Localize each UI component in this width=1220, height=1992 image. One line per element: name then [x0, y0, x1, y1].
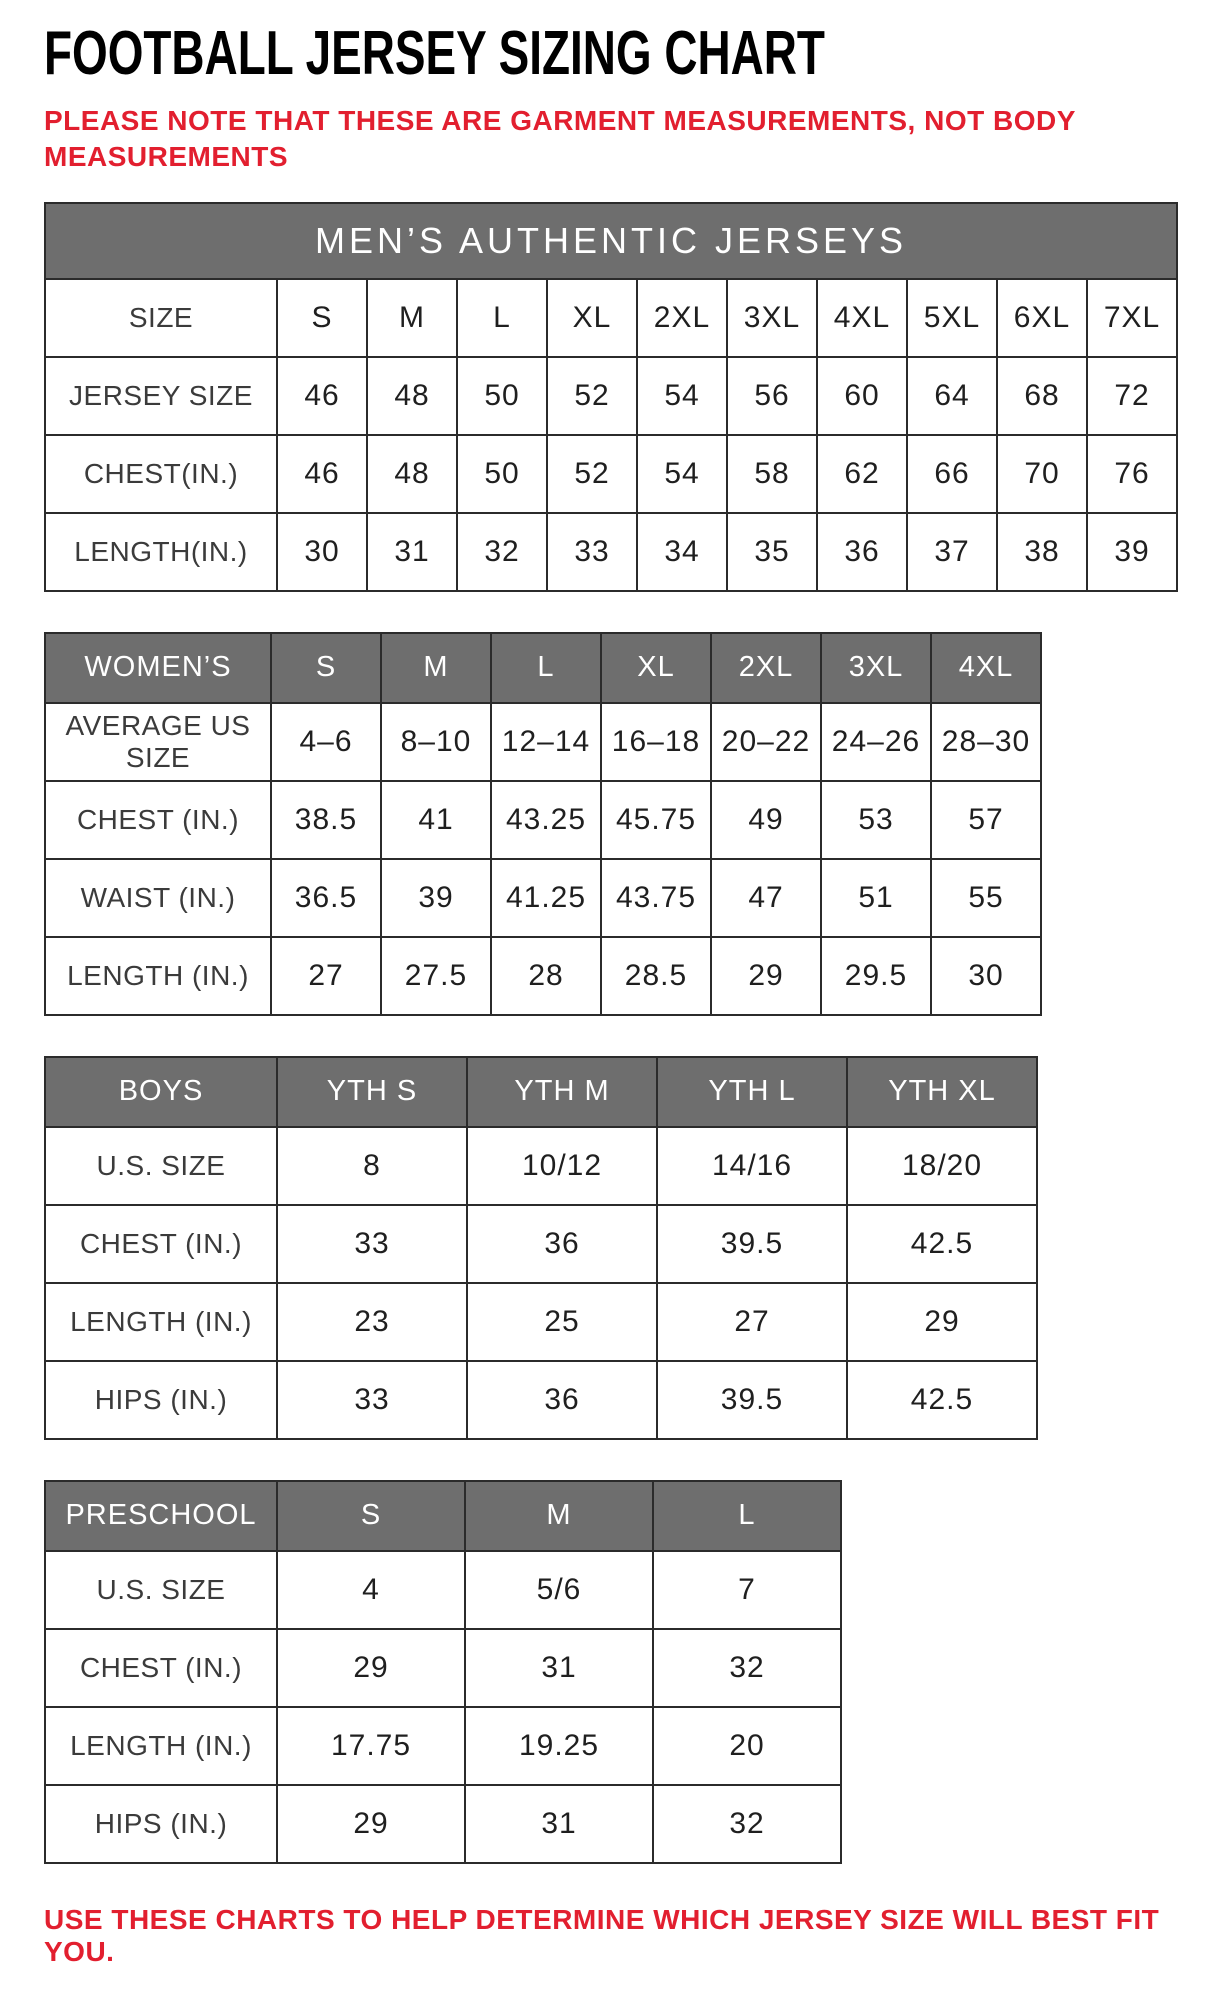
column-header: YTH XL [847, 1057, 1037, 1127]
table-cell: 43.25 [491, 781, 601, 859]
table-cell: 48 [367, 357, 457, 435]
table-cell: 41.25 [491, 859, 601, 937]
table-cell: 46 [277, 357, 367, 435]
table-cell: 7 [653, 1551, 841, 1629]
preschool-header-label: PRESCHOOL [45, 1481, 277, 1551]
table-cell: 33 [277, 1361, 467, 1439]
table-cell: 35 [727, 513, 817, 591]
table-cell: 30 [931, 937, 1041, 1015]
table-cell: 29.5 [821, 937, 931, 1015]
table-cell: 19.25 [465, 1707, 653, 1785]
table-cell: 32 [653, 1785, 841, 1863]
table-header-row [45, 1057, 1037, 1127]
table-cell: 50 [457, 435, 547, 513]
row-label: LENGTH (IN.) [45, 1707, 277, 1785]
table-cell: 28–30 [931, 703, 1041, 781]
table-cell: 64 [907, 357, 997, 435]
row-label: SIZE [45, 279, 277, 357]
table-cell: 18/20 [847, 1127, 1037, 1205]
table-cell: 52 [547, 357, 637, 435]
column-header: YTH S [277, 1057, 467, 1127]
table-row [45, 703, 1041, 781]
table-cell: 57 [931, 781, 1041, 859]
table-cell: 39 [381, 859, 491, 937]
womens-header-label: WOMEN’S [45, 633, 271, 703]
table-cell: 8 [277, 1127, 467, 1205]
table-cell: 20–22 [711, 703, 821, 781]
table-cell: 43.75 [601, 859, 711, 937]
row-label: LENGTH (IN.) [45, 937, 271, 1015]
table-cell: 66 [907, 435, 997, 513]
table-cell: 46 [277, 435, 367, 513]
column-header: M [381, 633, 491, 703]
table-cell: 39.5 [657, 1205, 847, 1283]
table-cell: 36 [817, 513, 907, 591]
table-cell: 29 [277, 1785, 465, 1863]
table-cell: 27 [271, 937, 381, 1015]
fit-advice-note: USE THESE CHARTS TO HELP DETERMINE WHICH JERSEY SIZE WILL BEST FIT YOU. [44, 1903, 1160, 1967]
table-cell: 31 [465, 1785, 653, 1863]
row-label: CHEST (IN.) [45, 781, 271, 859]
table-cell: 70 [997, 435, 1087, 513]
table-cell: 36 [467, 1205, 657, 1283]
table-cell: 51 [821, 859, 931, 937]
table-row [45, 937, 1041, 1015]
table-row [45, 1283, 1037, 1361]
table-cell: 7XL [1087, 279, 1177, 357]
table-cell: 4–6 [271, 703, 381, 781]
table-row [45, 1127, 1037, 1205]
table-cell: 54 [637, 435, 727, 513]
page-title: FOOTBALL JERSEY SIZING CHART [44, 19, 825, 88]
row-label: CHEST (IN.) [45, 1629, 277, 1707]
table-cell: M [367, 279, 457, 357]
column-header: XL [601, 633, 711, 703]
column-header: 4XL [931, 633, 1041, 703]
table-title-row [45, 203, 1177, 279]
table-row [45, 859, 1041, 937]
mens-table-title: MEN’S AUTHENTIC JERSEYS [45, 203, 1177, 279]
boys-sizing-table [44, 1056, 1038, 1440]
column-header: S [271, 633, 381, 703]
table-cell: 36.5 [271, 859, 381, 937]
table-cell: 76 [1087, 435, 1177, 513]
row-label: U.S. SIZE [45, 1127, 277, 1205]
table-cell: L [457, 279, 547, 357]
table-cell: 28 [491, 937, 601, 1015]
row-label: AVERAGE US SIZE [45, 703, 271, 781]
column-header: 2XL [711, 633, 821, 703]
table-header-row [45, 633, 1041, 703]
table-cell: 34 [637, 513, 727, 591]
row-label: LENGTH(IN.) [45, 513, 277, 591]
table-cell: 49 [711, 781, 821, 859]
table-cell: 60 [817, 357, 907, 435]
table-cell: 14/16 [657, 1127, 847, 1205]
table-cell: 29 [847, 1283, 1037, 1361]
table-row [45, 1785, 841, 1863]
column-header: L [653, 1481, 841, 1551]
table-cell: 24–26 [821, 703, 931, 781]
table-row [45, 1361, 1037, 1439]
table-cell: 48 [367, 435, 457, 513]
column-header: 3XL [821, 633, 931, 703]
table-cell: 41 [381, 781, 491, 859]
table-cell: 39 [1087, 513, 1177, 591]
table-cell: 55 [931, 859, 1041, 937]
garment-measurements-note: PLEASE NOTE THAT THESE ARE GARMENT MEASUREMENTS, NOT BODY MEASUREMENTS [44, 105, 1076, 173]
table-cell: 45.75 [601, 781, 711, 859]
table-row [45, 435, 1177, 513]
table-cell: 31 [367, 513, 457, 591]
table-cell: 42.5 [847, 1205, 1037, 1283]
table-cell: 27.5 [381, 937, 491, 1015]
table-cell: 50 [457, 357, 547, 435]
table-cell: 53 [821, 781, 931, 859]
table-cell: 3XL [727, 279, 817, 357]
table-cell: 12–14 [491, 703, 601, 781]
table-cell: 5/6 [465, 1551, 653, 1629]
table-cell: 56 [727, 357, 817, 435]
row-label: WAIST (IN.) [45, 859, 271, 937]
table-cell: 38.5 [271, 781, 381, 859]
table-cell: 31 [465, 1629, 653, 1707]
table-cell: 38 [997, 513, 1087, 591]
row-label: U.S. SIZE [45, 1551, 277, 1629]
table-cell: XL [547, 279, 637, 357]
table-row [45, 513, 1177, 591]
table-cell: 2XL [637, 279, 727, 357]
table-cell: 4XL [817, 279, 907, 357]
table-cell: 52 [547, 435, 637, 513]
row-label: CHEST (IN.) [45, 1205, 277, 1283]
table-cell: 10/12 [467, 1127, 657, 1205]
table-row [45, 1629, 841, 1707]
table-cell: 33 [277, 1205, 467, 1283]
table-cell: 68 [997, 357, 1087, 435]
table-cell: 29 [277, 1629, 465, 1707]
table-row [45, 781, 1041, 859]
table-cell: 6XL [997, 279, 1087, 357]
mens-authentic-jerseys-table [44, 202, 1178, 592]
table-cell: 8–10 [381, 703, 491, 781]
table-cell: 20 [653, 1707, 841, 1785]
row-label: LENGTH (IN.) [45, 1283, 277, 1361]
table-cell: S [277, 279, 367, 357]
column-header: L [491, 633, 601, 703]
table-cell: 25 [467, 1283, 657, 1361]
table-cell: 32 [457, 513, 547, 591]
table-cell: 47 [711, 859, 821, 937]
table-cell: 32 [653, 1629, 841, 1707]
column-header: YTH L [657, 1057, 847, 1127]
row-label: JERSEY SIZE [45, 357, 277, 435]
table-row [45, 279, 1177, 357]
table-cell: 39.5 [657, 1361, 847, 1439]
column-header: M [465, 1481, 653, 1551]
column-header: S [277, 1481, 465, 1551]
table-cell: 23 [277, 1283, 467, 1361]
table-cell: 30 [277, 513, 367, 591]
table-cell: 33 [547, 513, 637, 591]
row-label: CHEST(IN.) [45, 435, 277, 513]
table-cell: 42.5 [847, 1361, 1037, 1439]
row-label: HIPS (IN.) [45, 1785, 277, 1863]
table-cell: 72 [1087, 357, 1177, 435]
table-cell: 62 [817, 435, 907, 513]
table-cell: 54 [637, 357, 727, 435]
column-header: YTH M [467, 1057, 657, 1127]
table-row [45, 357, 1177, 435]
table-cell: 58 [727, 435, 817, 513]
boys-header-label: BOYS [45, 1057, 277, 1127]
table-header-row [45, 1481, 841, 1551]
table-cell: 36 [467, 1361, 657, 1439]
table-cell: 28.5 [601, 937, 711, 1015]
table-cell: 5XL [907, 279, 997, 357]
table-cell: 4 [277, 1551, 465, 1629]
table-cell: 17.75 [277, 1707, 465, 1785]
table-cell: 16–18 [601, 703, 711, 781]
table-cell: 27 [657, 1283, 847, 1361]
table-row [45, 1205, 1037, 1283]
table-cell: 37 [907, 513, 997, 591]
table-row [45, 1707, 841, 1785]
table-cell: 29 [711, 937, 821, 1015]
preschool-sizing-table [44, 1480, 842, 1864]
womens-sizing-table [44, 632, 1042, 1016]
table-row [45, 1551, 841, 1629]
row-label: HIPS (IN.) [45, 1361, 277, 1439]
